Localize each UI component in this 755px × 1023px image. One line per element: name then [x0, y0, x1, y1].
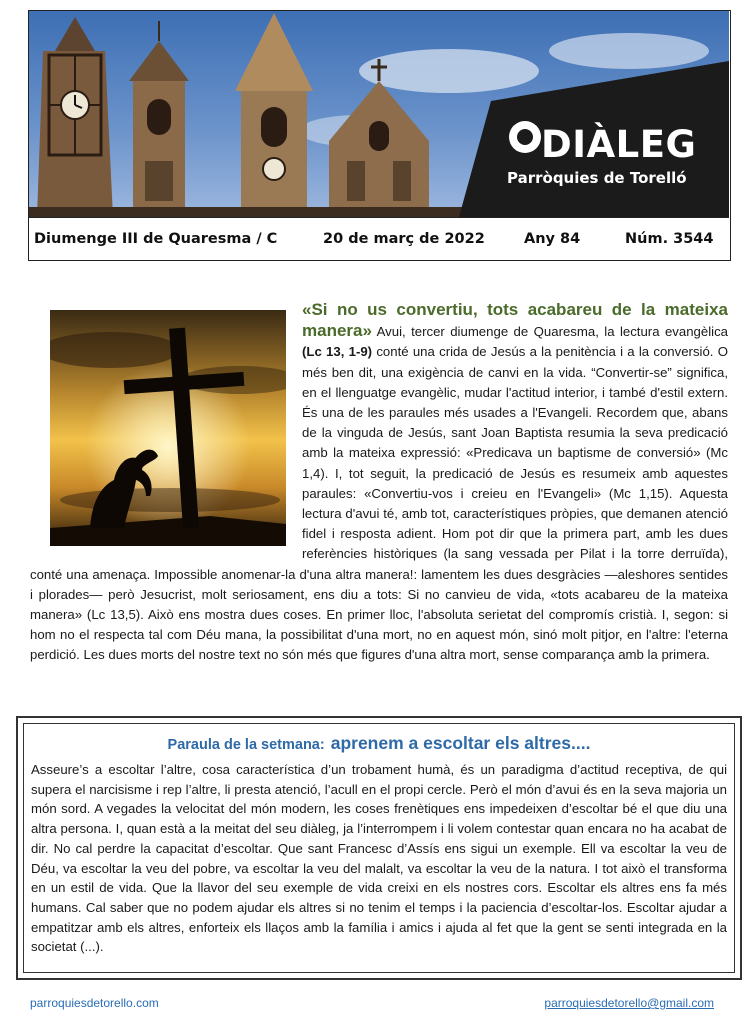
- issue-year: Any 84: [524, 231, 581, 247]
- article-text-part2: conté una crida de Jesús a la penitència i a la conversió. O més ben dit, una exigència de canvi en la vida. “Convertir-se” significa, en el llenguatge evangèlic, mudar l'actitud interior, i també d'estil extern. És una de les paraules més usades a l'Evangeli. Recordem que, abans de la vinguda de Jesús, sant Joan Baptista resumia la seva predicació amb la mateixa expressió: «Predicava un baptisme de conversió» (Mc 1,4). I, tot seguit, la predicació de Jesús es resumeix amb aquestes paraules: «Convertiu-vos i creieu en l'Evangeli» (Mc 1,15). Aquesta lectura d'avui té, amb tot, característiques pròpies, que demanen atenció fidel i resposta adient. Hom pot dir que la primera part, amb les dues referències històriques (la sang vessada per Pilat i la torre derruïda), conté una amenaça. Impossible anomenar-la d'una altra manera!: lamentem les dues desgràcies —aleshores sentides i plorades— però Jesucrist, molt seriosament, ens diu a tots: Si no canvieu de vida, «tots acabareu de la mateixa manera» (Lc 13,5). Això ens mostra dues coses. En primer lloc, l'absoluta serietat del compromís cristià. I, segon: si hom no el respecta tal com Déu mana, la possibilitat d'una mort, no en aquest món, sinó molt pitjor, en l'altre: l'eterna perdició. Les dues morts del nostre text no són més que figures d'una altra mort, sense comparança amb la primera.: [30, 344, 728, 663]
- article-text-part1: Avui, tercer diumenge de Quaresma, la lectura evangèlica: [371, 324, 728, 340]
- website-link[interactable]: parroquiesdetorello.com: [30, 996, 159, 1010]
- issue-date: 20 de març de 2022: [323, 231, 485, 247]
- cross-sunset-photo: [50, 310, 286, 546]
- weekly-word-text: Asseure’s a escoltar l’altre, cosa característica d’un trobament humà, és un paradigma d’actitud receptiva, de qui supera el narcisisme i rep l’altre, li presta atenció, l’acull en el propi cercle. Però el món d’avui és en la seva majoria un món sord. A vegades la velocitat del món modern, les coses frenètiques ens impedeixen d’escoltar bé el que diu una altra persona. I, quan està a la meitat del seu diàleg, ja l’interrompem i li volem contestar quan encara no ha acabat de dir. No cal perdre la capacitat d’escoltar. Que sant Francesc d’Assís ens sigui un exemple. Ell va escoltar la veu de Déu, va escoltar la veu del pobre, va escoltar la veu del malalt, va escoltar la veu de la natura. I tot això el transforma en un estil de vida. Que la llavor del seu exemple de vida creixi en els nostres cors. Escoltar els altres ens fa més humans. Cal saber que no podem ajudar els altres si no tenim el temps i la paciencia d’escoltar-los. Escoltar ajudar a empatitzar amb els altres, enforteix els llaços amb la família i amics i ajuda al fet que la gent se senti integrada en la societat (...).: [31, 762, 727, 955]
- occasion: Diumenge III de Quaresma / C: [34, 231, 278, 247]
- banner-image: [29, 11, 729, 217]
- weekly-word-label: Paraula de la setmana:: [167, 737, 325, 753]
- logo-subtitle: Parròquies de Torelló: [507, 169, 687, 187]
- issue-info-bar: [29, 217, 729, 260]
- weekly-word-heading: aprenem a escoltar els altres....: [330, 733, 591, 753]
- issue-number: Núm. 3544: [625, 231, 714, 247]
- logo-title: DIÀLEG: [541, 123, 697, 166]
- article-headline: «Si no us convertiu, tots acabareu de la mateixa manera»: [302, 300, 728, 341]
- masthead: [28, 10, 731, 261]
- gospel-reference: (Lc 13, 1-9): [302, 344, 373, 360]
- main-article: [30, 300, 728, 666]
- email-link[interactable]: parroquiesdetorello@gmail.com: [544, 996, 714, 1010]
- weekly-word-title: [31, 730, 727, 756]
- weekly-word-box: [16, 716, 742, 980]
